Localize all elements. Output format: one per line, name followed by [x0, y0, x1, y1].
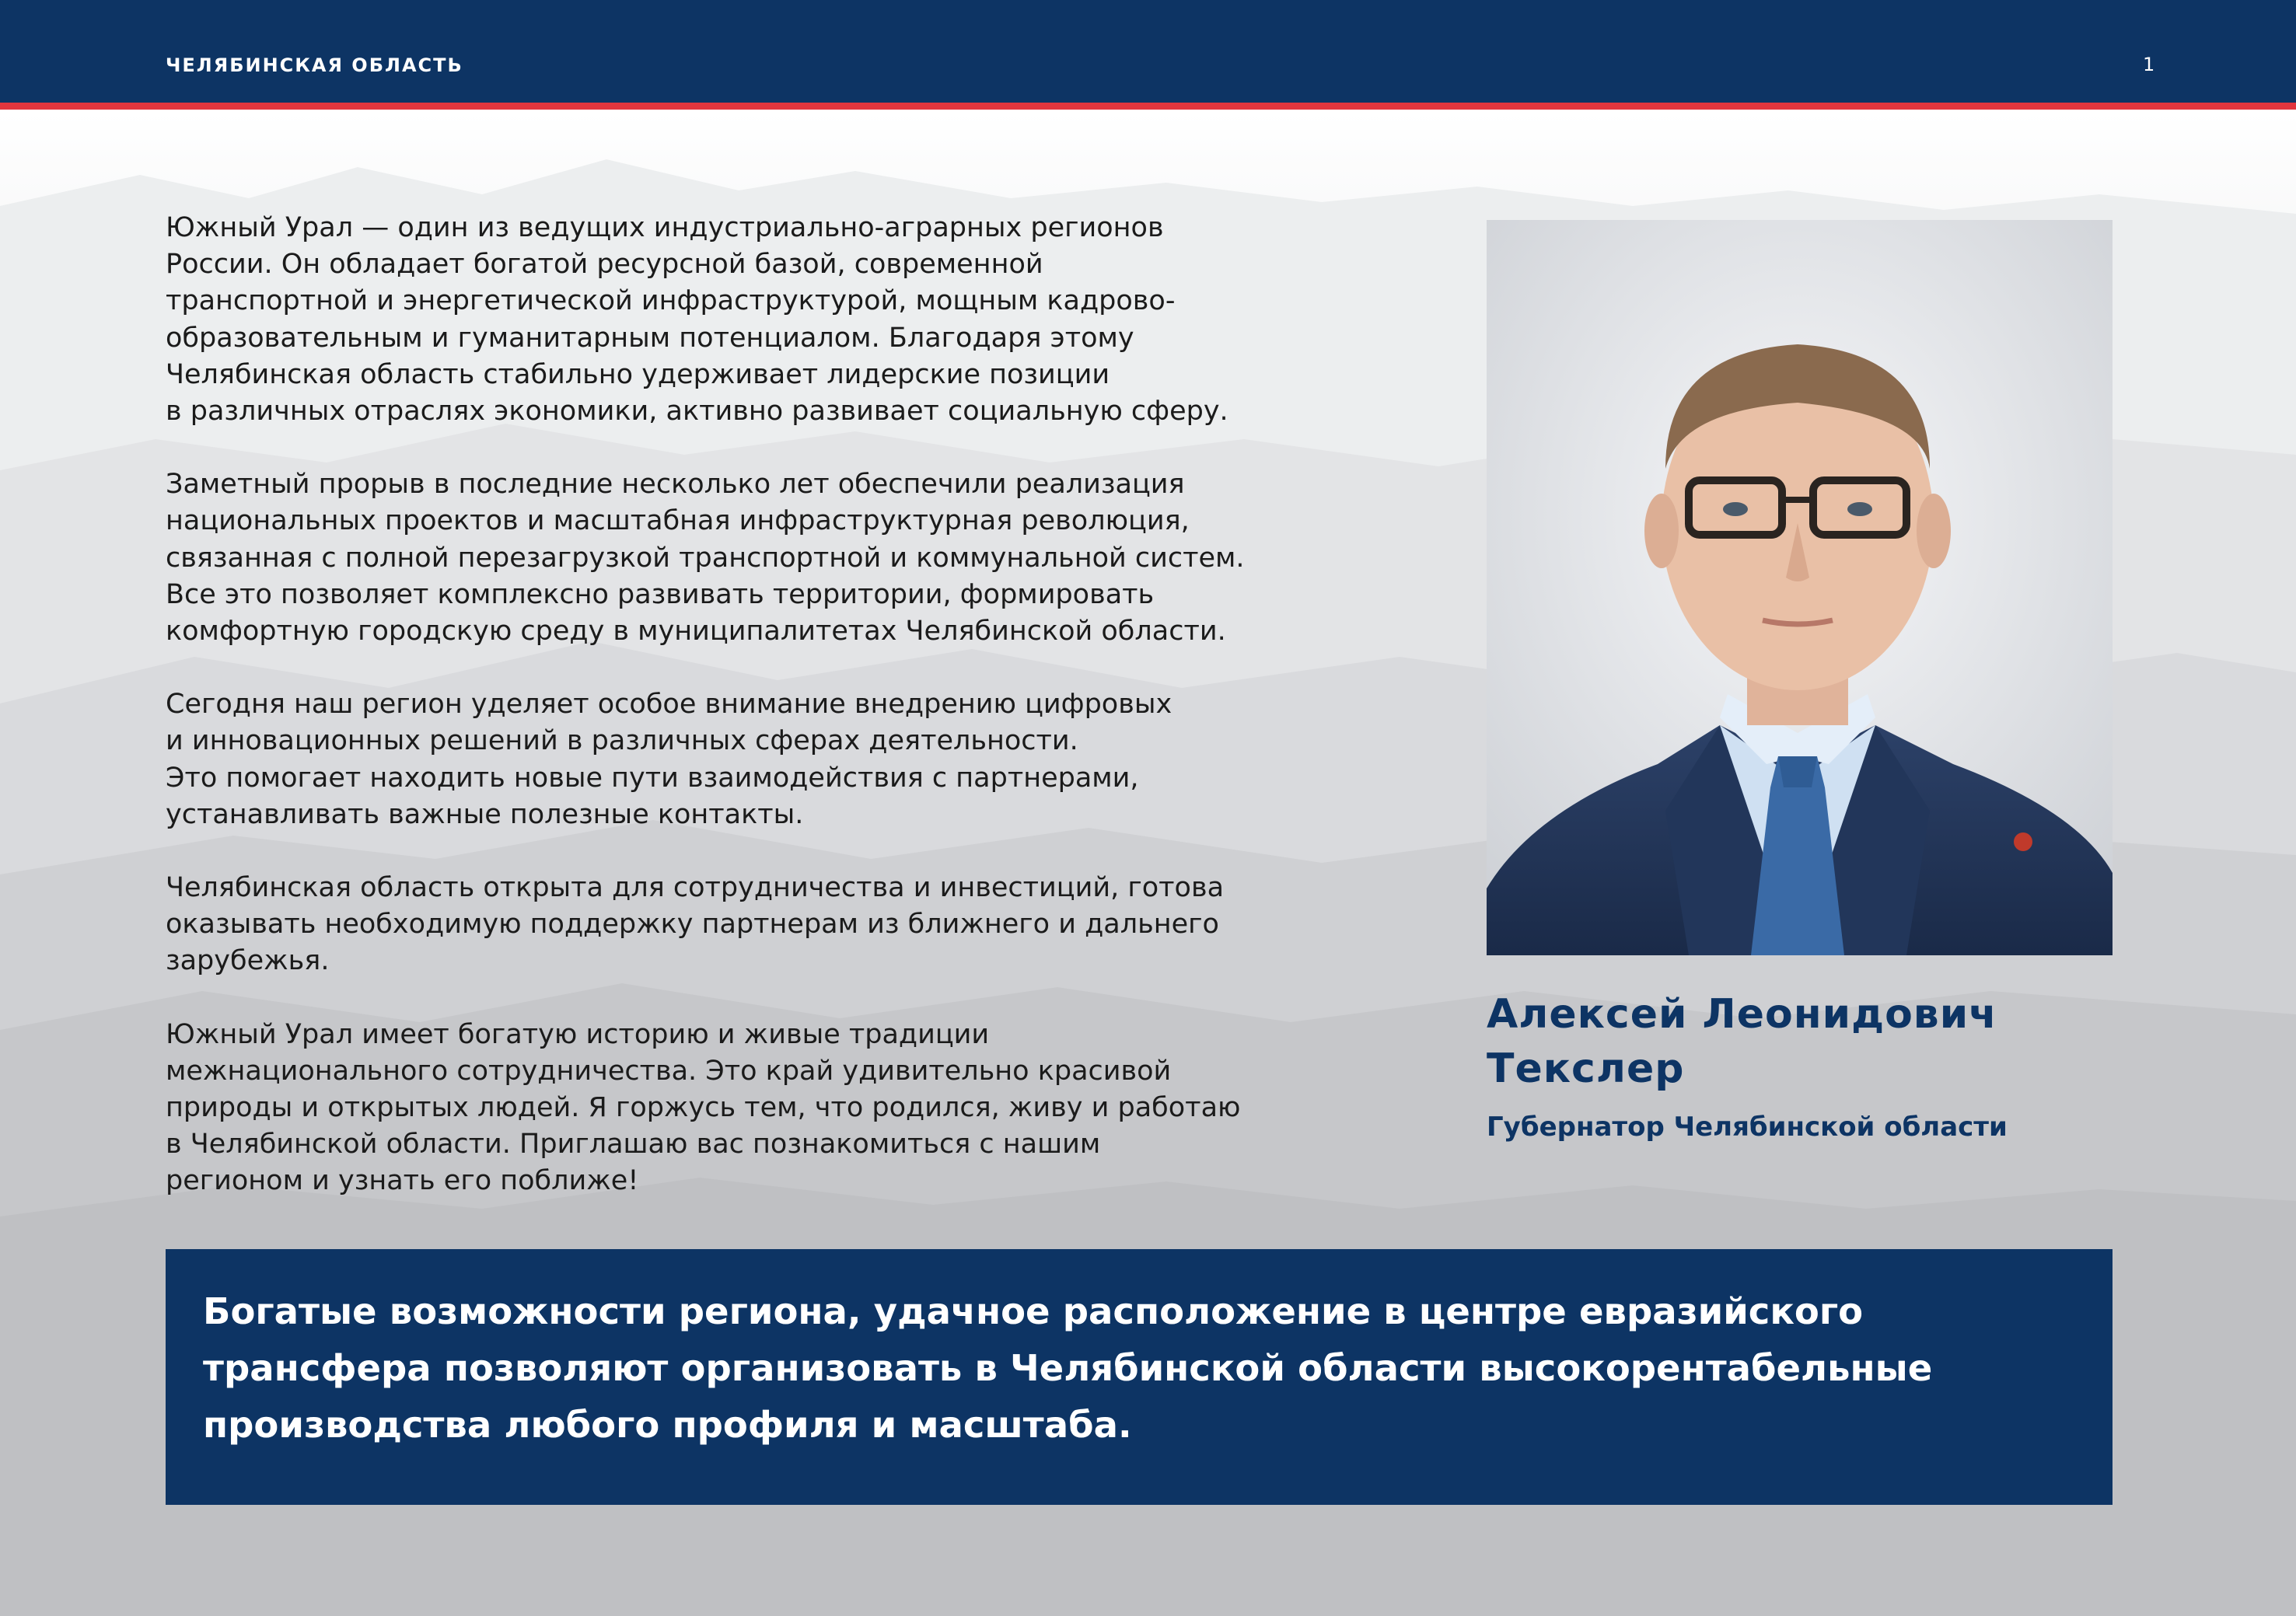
quote-line: производства любого профиля и масштаба. [203, 1404, 1132, 1446]
text-line: Челябинская область стабильно удерживает лидерские позиции [166, 358, 1110, 390]
text-line: национальных проектов и масштабная инфраструктурная революция, [166, 505, 1190, 537]
governor-position: Губернатор Челябинской области [1487, 1112, 2008, 1143]
text-line: Южный Урал имеет богатую историю и живые традиции [166, 1018, 990, 1050]
paragraph-1 [166, 210, 1363, 430]
paragraph-5 [166, 1017, 1363, 1200]
text-line: связанная с полной перезагрузкой транспортной и коммунальной систем. [166, 542, 1245, 574]
text-line: Челябинская область открыта для сотрудничества и инвестиций, готова [166, 872, 1225, 904]
highlight-quote-box [166, 1249, 2113, 1505]
header-accent-line [0, 103, 2296, 110]
text-line: устанавливать важные полезные контакты. [166, 798, 804, 830]
text-line: Все это позволяет комплексно развивать территории, формировать [166, 578, 1155, 610]
paragraph-4 [166, 870, 1363, 980]
paragraph-2 [166, 466, 1363, 650]
quote-line: трансфера позволяют организовать в Челябинской области высокорентабельные [203, 1347, 1933, 1389]
text-line: и инновационных решений в различных сферах деятельности. [166, 725, 1078, 757]
paragraph-3 [166, 686, 1363, 833]
text-line: комфортную городскую среду в муниципалитетах Челябинской области. [166, 616, 1226, 647]
region-title: ЧЕЛЯБИНСКАЯ ОБЛАСТЬ [166, 54, 463, 76]
text-line: Южный Урал — один из ведущих индустриально-аграрных регионов [166, 212, 1164, 243]
text-line: в различных отраслях экономики, активно развивает социальную сферу. [166, 396, 1228, 428]
governor-portrait-photo [1487, 220, 2113, 955]
text-line: Это помогает находить новые пути взаимодействия с партнерами, [166, 762, 1139, 794]
name-line: Алексей Леонидович [1487, 991, 1997, 1038]
text-line: в Челябинской области. Приглашаю вас познакомиться с нашим [166, 1129, 1101, 1161]
text-line: межнационального сотрудничества. Это край удивительно красивой [166, 1055, 1172, 1087]
text-line: Заметный прорыв в последние несколько лет обеспечили реализация [166, 469, 1185, 501]
governor-name [1487, 987, 1997, 1096]
text-line: оказывать необходимую поддержку партнерам из ближнего и дальнего [166, 909, 1219, 941]
highlight-quote-text [203, 1283, 2085, 1454]
name-line: Текслер [1487, 1045, 1685, 1092]
text-line: природы и открытых людей. Я горжусь тем, что родился, живу и работаю [166, 1092, 1241, 1124]
governor-address-text [166, 210, 1363, 1237]
text-line: Сегодня наш регион уделяет особое внимание внедрению цифровых [166, 689, 1172, 721]
text-line: образовательным и гуманитарным потенциалом. Благодаря этому [166, 322, 1134, 354]
quote-line: Богатые возможности региона, удачное расположение в центре евразийского [203, 1290, 1864, 1332]
text-line: зарубежья. [166, 945, 330, 977]
page-number: 1 [2143, 54, 2155, 75]
text-line: России. Он обладает богатой ресурсной базой, современной [166, 249, 1043, 281]
text-line: транспортной и энергетической инфраструктурой, мощным кадрово- [166, 285, 1176, 317]
header-bar [0, 0, 2296, 103]
text-line: регионом и узнать его поближе! [166, 1165, 639, 1197]
